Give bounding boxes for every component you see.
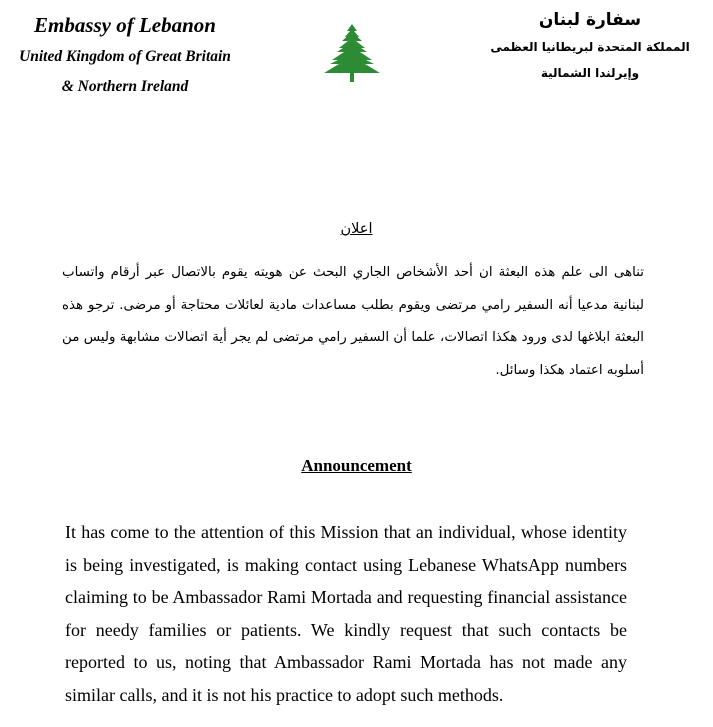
arabic-announcement-body: تناهى الى علم هذه البعثة ان أحد الأشخاص الجاري البحث عن هويته يقوم بالاتصال عبر أرقام واتساب لبنانية مدعيا أنه السفير رامي مرتضى ويقوم بطلب مساعدات مادية لعائلات محتاجة أو مرضى. ترجو هذه البعثة ابلاغها لدى ورود هكذا اتصالات، علما أن السفير رامي مرتضى لم يجر أية اتصالات مشابهة وليس من أسلوبه اعتماد هكذا وسائل. <box>62 265 644 378</box>
english-announcement-heading: Announcement <box>301 456 412 475</box>
country-line-1-ar: المملكة المتحدة لبريطانيا العظمى <box>490 40 690 54</box>
arabic-announcement-heading: اعلان <box>340 221 373 237</box>
embassy-name-ar: سفارة لبنان <box>538 10 642 30</box>
country-line-2-ar: وإيرلندا الشمالية <box>540 66 640 80</box>
country-line-1-en: United Kingdom of Great Britain <box>19 48 231 65</box>
arabic-letterhead <box>475 6 705 86</box>
embassy-name-en: Embassy of Lebanon <box>33 13 216 37</box>
english-letterhead <box>0 8 250 102</box>
country-line-2-en: & Northern Ireland <box>61 78 189 95</box>
cedar-tree-icon <box>320 22 384 84</box>
english-announcement-body: It has come to the attention of this Mission that an individual, whose identity is being investigated, is making contact using Lebanese WhatsApp numbers claiming to be Ambassador Rami Mortada and requesting financial assistance for needy families or patients. We kindly request that such contacts be reported to us, noting that Ambassador Rami Mortada has not made any similar calls, and it is not his practice to adopt such methods. <box>65 522 627 705</box>
